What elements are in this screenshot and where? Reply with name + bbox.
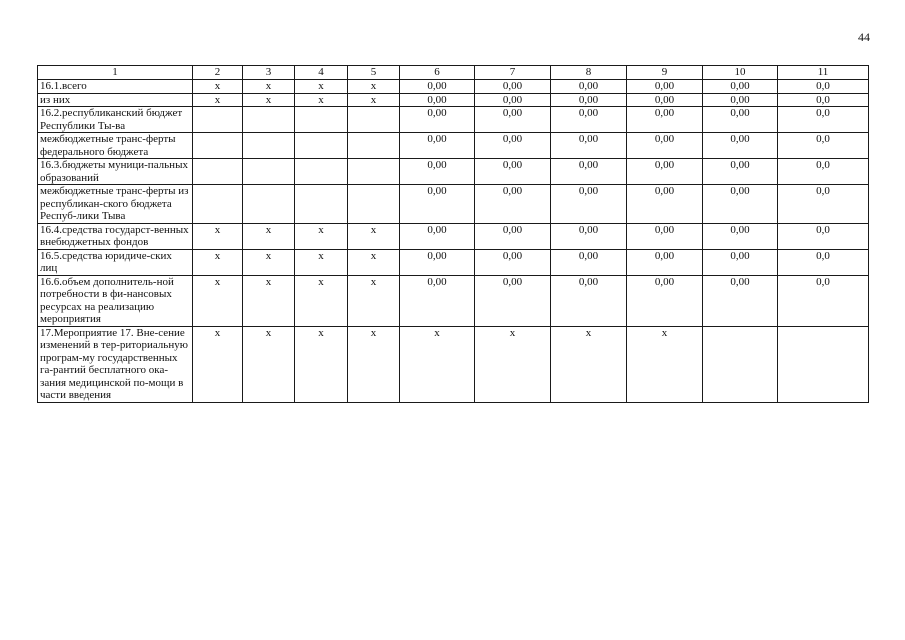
value-cell: х	[348, 223, 400, 249]
value-cell: 0,00	[475, 80, 551, 94]
row-label-cell: межбюджетные транс-ферты из республикан-ского бюджета Респуб-лики Тыва	[38, 185, 193, 224]
value-cell: х	[295, 275, 348, 326]
value-cell	[243, 133, 295, 159]
value-cell	[193, 159, 243, 185]
row-label-cell: из них	[38, 93, 193, 107]
value-cell: 0,00	[703, 93, 778, 107]
value-cell: х	[295, 80, 348, 94]
value-cell: 0,00	[551, 107, 627, 133]
value-cell: 0,00	[627, 159, 703, 185]
value-cell: 0,00	[551, 93, 627, 107]
value-cell: 0,00	[400, 275, 475, 326]
column-header: 10	[703, 66, 778, 80]
column-header: 9	[627, 66, 703, 80]
value-cell: 0,00	[475, 275, 551, 326]
value-cell: 0,00	[703, 159, 778, 185]
value-cell: 0,00	[551, 159, 627, 185]
value-cell: 0,00	[627, 107, 703, 133]
value-cell: х	[551, 326, 627, 402]
value-cell: х	[475, 326, 551, 402]
value-cell: 0,00	[551, 133, 627, 159]
value-cell: 0,00	[475, 93, 551, 107]
value-cell	[243, 185, 295, 224]
value-cell: 0,00	[400, 107, 475, 133]
value-cell: 0,0	[778, 223, 869, 249]
value-cell	[295, 133, 348, 159]
value-cell: х	[348, 249, 400, 275]
value-cell	[295, 159, 348, 185]
column-header: 2	[193, 66, 243, 80]
table-row	[38, 159, 869, 185]
value-cell: 0,00	[475, 159, 551, 185]
value-cell: 0,00	[475, 223, 551, 249]
table-header-row	[38, 66, 869, 80]
column-header: 7	[475, 66, 551, 80]
value-cell: 0,00	[627, 275, 703, 326]
value-cell: 0,00	[551, 249, 627, 275]
value-cell: х	[193, 275, 243, 326]
value-cell: х	[243, 93, 295, 107]
value-cell: х	[243, 275, 295, 326]
table-body	[38, 80, 869, 403]
value-cell	[778, 326, 869, 402]
table-row	[38, 275, 869, 326]
row-label-cell: 16.2.республиканский бюджет Республики Ты-ва	[38, 107, 193, 133]
value-cell: 0,00	[400, 80, 475, 94]
value-cell: х	[295, 223, 348, 249]
table-row	[38, 223, 869, 249]
value-cell: 0,00	[400, 223, 475, 249]
table-row	[38, 107, 869, 133]
value-cell: 0,00	[703, 133, 778, 159]
value-cell: 0,00	[551, 185, 627, 224]
value-cell: 0,00	[627, 249, 703, 275]
value-cell: 0,00	[400, 93, 475, 107]
column-header: 3	[243, 66, 295, 80]
value-cell: 0,00	[475, 107, 551, 133]
value-cell: 0,00	[400, 159, 475, 185]
value-cell: 0,00	[400, 133, 475, 159]
value-cell: 0,00	[551, 223, 627, 249]
value-cell	[348, 107, 400, 133]
value-cell: х	[348, 275, 400, 326]
value-cell: 0,00	[627, 185, 703, 224]
value-cell: х	[243, 249, 295, 275]
value-cell: 0,00	[703, 107, 778, 133]
value-cell: х	[295, 249, 348, 275]
value-cell: х	[348, 93, 400, 107]
value-cell	[348, 133, 400, 159]
table-row	[38, 93, 869, 107]
budget-table	[37, 65, 869, 403]
value-cell: х	[348, 326, 400, 402]
value-cell: х	[243, 326, 295, 402]
value-cell: 0,00	[551, 275, 627, 326]
column-header: 5	[348, 66, 400, 80]
value-cell: 0,00	[475, 133, 551, 159]
value-cell: 0,00	[703, 223, 778, 249]
row-label-cell: 16.6.объем дополнитель-ной потребности в фи-нансовых ресурсах на реализацию мероприятия	[38, 275, 193, 326]
value-cell: 0,00	[627, 80, 703, 94]
value-cell: х	[193, 249, 243, 275]
column-header: 6	[400, 66, 475, 80]
row-label-cell: 16.5.средства юридиче-ских лиц	[38, 249, 193, 275]
value-cell	[193, 185, 243, 224]
value-cell: х	[193, 326, 243, 402]
table-row	[38, 185, 869, 224]
value-cell	[295, 107, 348, 133]
value-cell: 0,00	[475, 249, 551, 275]
value-cell	[348, 185, 400, 224]
value-cell: 0,00	[703, 249, 778, 275]
value-cell: 0,00	[627, 133, 703, 159]
column-header: 1	[38, 66, 193, 80]
value-cell: х	[295, 326, 348, 402]
table-row	[38, 133, 869, 159]
row-label-cell: 16.1.всего	[38, 80, 193, 94]
value-cell: 0,00	[400, 249, 475, 275]
value-cell: х	[243, 80, 295, 94]
table-row	[38, 249, 869, 275]
value-cell: 0,0	[778, 185, 869, 224]
value-cell	[295, 185, 348, 224]
column-header: 11	[778, 66, 869, 80]
value-cell: 0,00	[703, 275, 778, 326]
value-cell: х	[193, 223, 243, 249]
value-cell	[243, 159, 295, 185]
value-cell: 0,00	[400, 185, 475, 224]
value-cell: х	[295, 93, 348, 107]
value-cell: х	[400, 326, 475, 402]
value-cell: 0,0	[778, 159, 869, 185]
value-cell: 0,00	[627, 93, 703, 107]
value-cell	[193, 133, 243, 159]
row-label-cell: 16.4.средства государст-венных внебюджетных фондов	[38, 223, 193, 249]
value-cell: х	[193, 80, 243, 94]
page-number: 44	[858, 30, 870, 44]
value-cell: х	[193, 93, 243, 107]
value-cell: х	[348, 80, 400, 94]
table-row	[38, 80, 869, 94]
value-cell: х	[627, 326, 703, 402]
value-cell: 0,00	[627, 223, 703, 249]
row-label-cell: 16.3.бюджеты муници-пальных образований	[38, 159, 193, 185]
column-header: 4	[295, 66, 348, 80]
value-cell	[348, 159, 400, 185]
value-cell: 0,00	[551, 80, 627, 94]
value-cell: 0,0	[778, 80, 869, 94]
value-cell: 0,0	[778, 93, 869, 107]
value-cell: 0,00	[703, 185, 778, 224]
value-cell: 0,0	[778, 249, 869, 275]
column-header: 8	[551, 66, 627, 80]
table-row	[38, 326, 869, 402]
value-cell: 0,0	[778, 275, 869, 326]
value-cell	[193, 107, 243, 133]
value-cell	[703, 326, 778, 402]
value-cell: 0,00	[703, 80, 778, 94]
value-cell: 0,0	[778, 107, 869, 133]
value-cell	[243, 107, 295, 133]
value-cell: 0,00	[475, 185, 551, 224]
value-cell: х	[243, 223, 295, 249]
value-cell: 0,0	[778, 133, 869, 159]
row-label-cell: 17.Мероприятие 17. Вне-сение изменений в тер-риториальную програм-му государственных га-рантий бесплатного ока-зания медицинской по-мощи в части введения	[38, 326, 193, 402]
row-label-cell: межбюджетные транс-ферты федерального бюджета	[38, 133, 193, 159]
